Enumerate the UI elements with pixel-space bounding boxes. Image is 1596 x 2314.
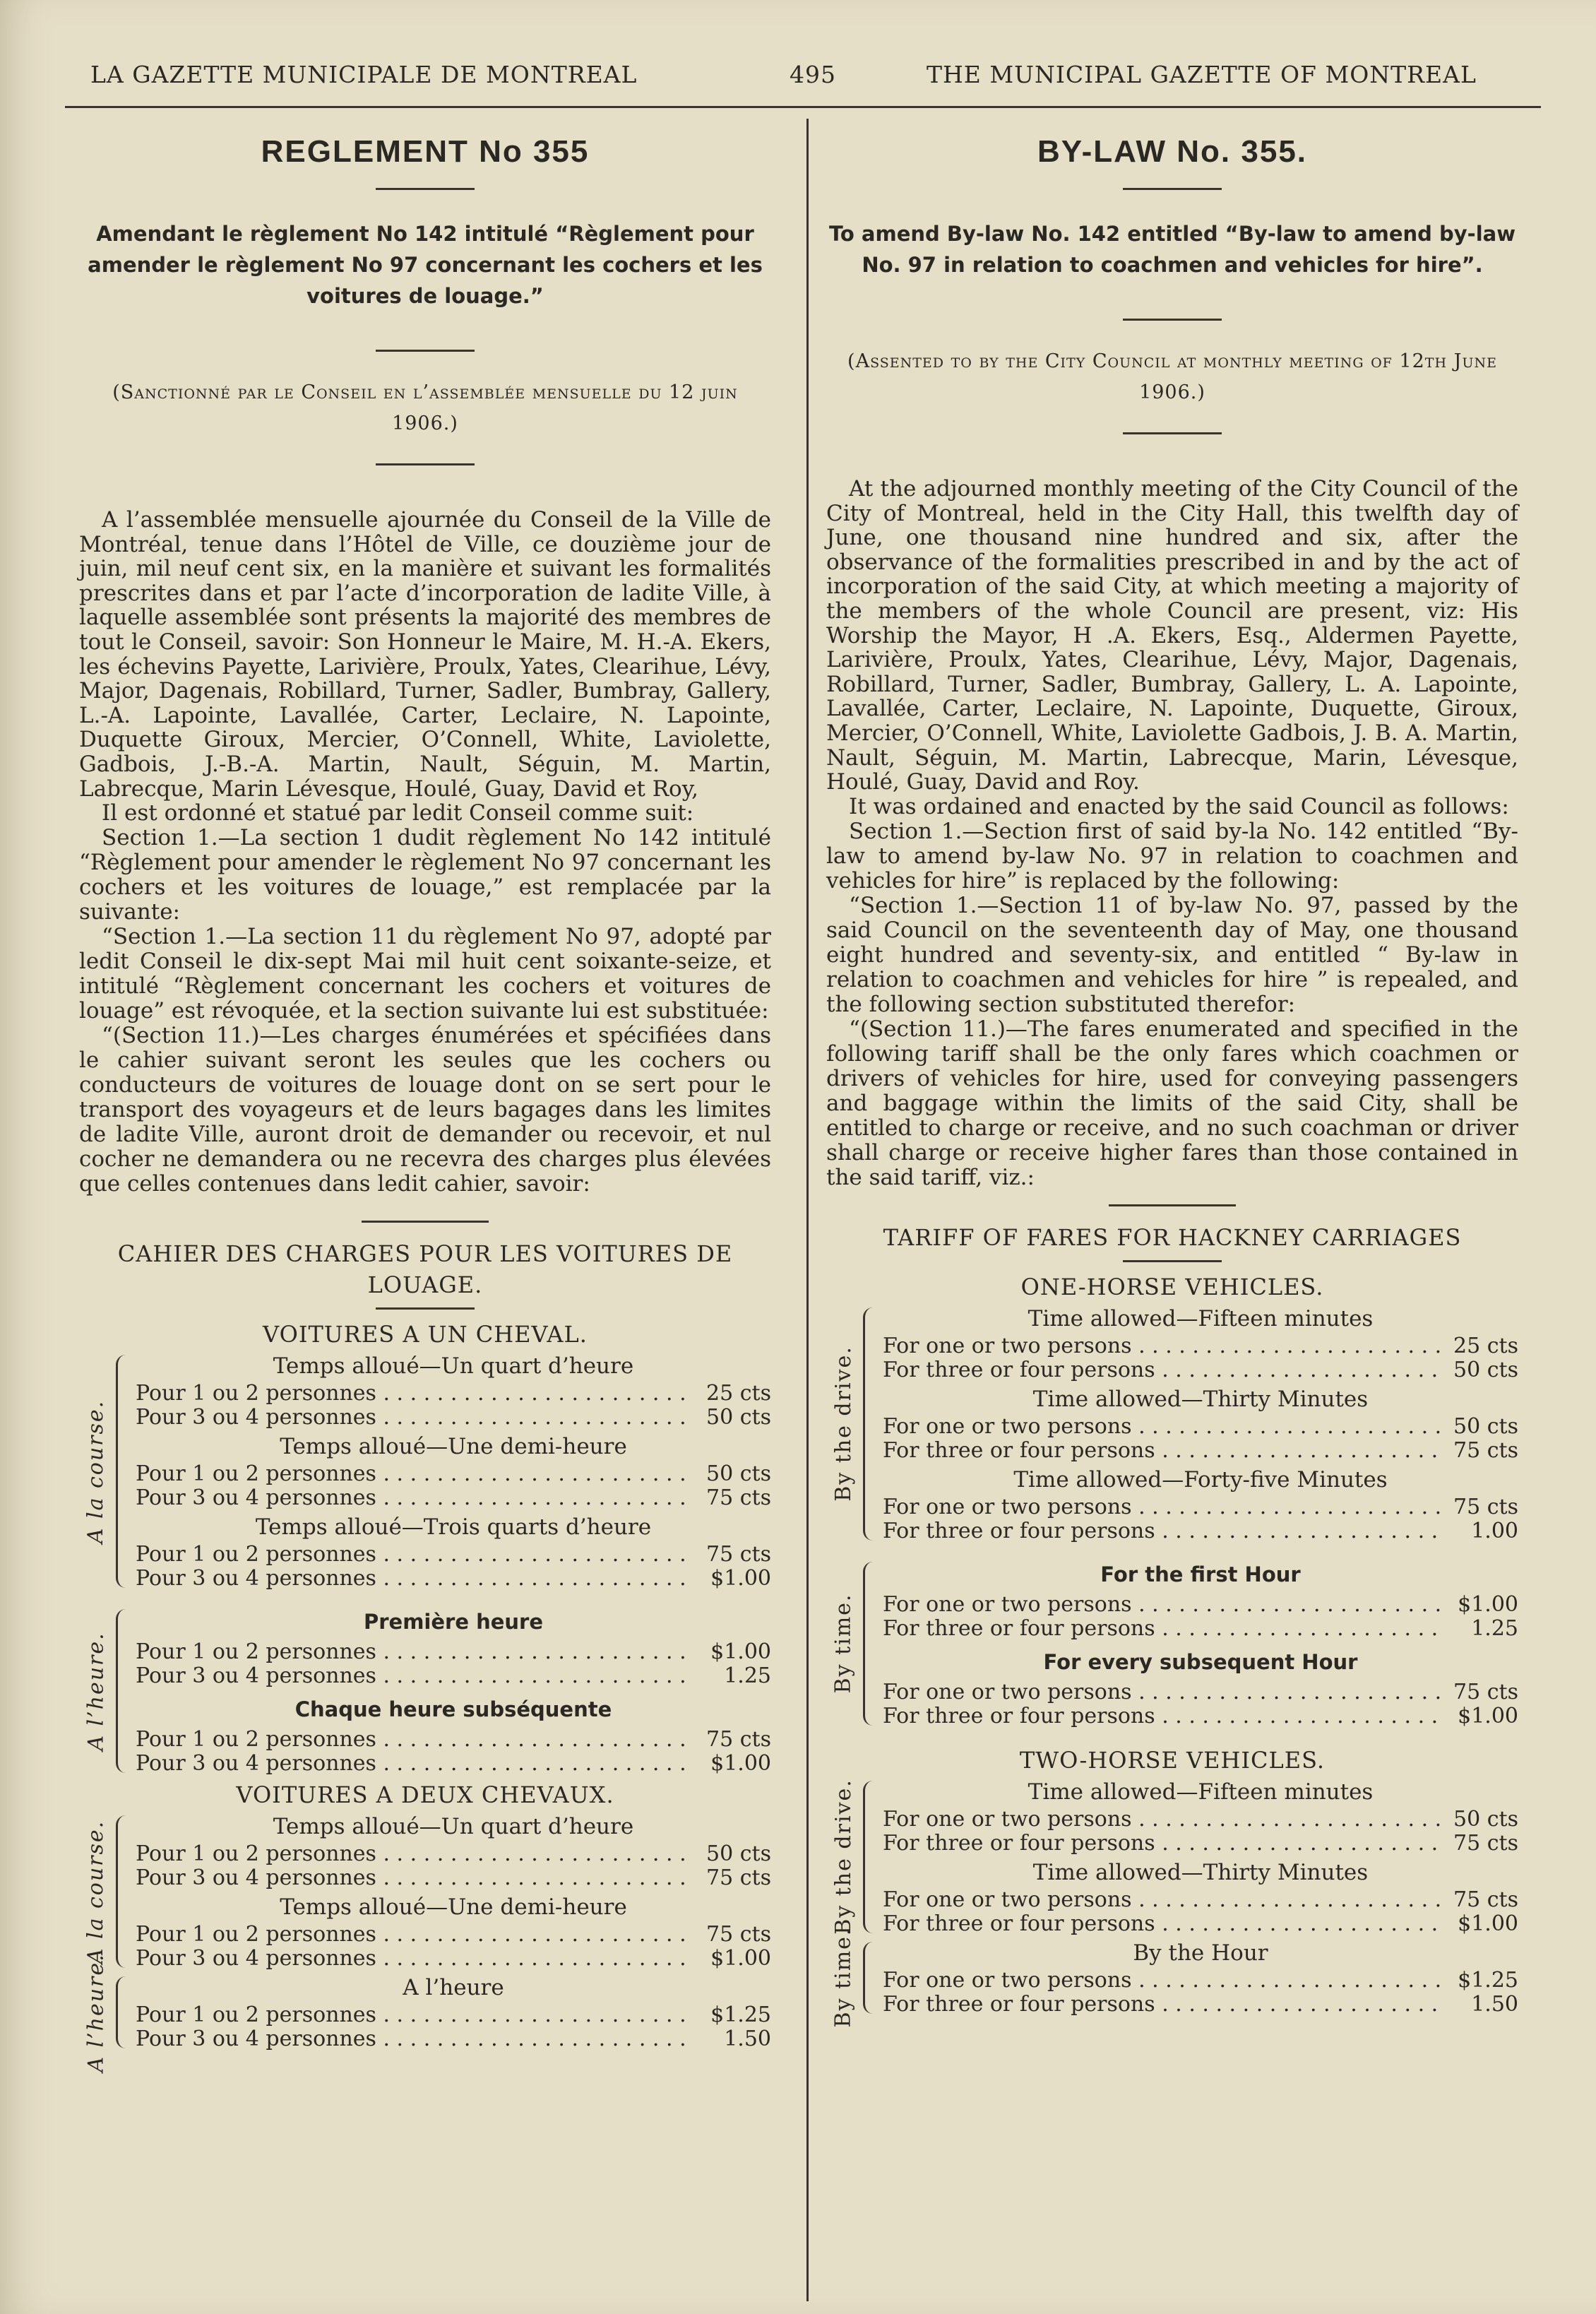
french-course-label: A la course. <box>83 1399 109 1543</box>
column-divider <box>806 119 809 2301</box>
fare-row: For three or four persons . . . 75 cts <box>883 1439 1518 1463</box>
french-course-block <box>79 1352 771 1591</box>
english-section-1: Section 1.—Section first of said by-la No. 142 entitled “By-law to amend by-law No. 97 in relation to coachmen and vehicles for hire” is replaced by the following: <box>826 818 1518 894</box>
english-time-block-2 <box>826 1927 1518 2028</box>
running-head-french: LA GAZETTE MUNICIPALE DE MONTREAL <box>90 61 638 88</box>
english-tariff-title: TARIFF OF FARES FOR HACKNEY CARRIAGES <box>883 1223 1462 1251</box>
fare-row: Pour 3 ou 4 personnes . . . 50 cts <box>136 1406 771 1430</box>
fare-row: Pour 3 ou 4 personnes . . . 75 cts <box>136 1486 771 1510</box>
fare-row: For three or four persons . . . 1.25 <box>883 1617 1518 1641</box>
english-title: BY-LAW No. 355. <box>1037 134 1308 169</box>
french-column <box>79 134 771 2072</box>
fare-row: For three or four persons . . . $1.00 <box>883 1704 1518 1728</box>
page-number: 495 <box>790 61 836 88</box>
french-preamble: A l’assemblée mensuelle ajournée du Conseil de la Ville de Montréal, tenue dans l’Hôtel de Ville, ce douzième jour de juin, mil neuf cent six, en la manière et suivant les formalités prescrites dans et par l’acte d’incorporation de ladite Ville, à laquelle assemblée sont présents la majorité des membres de tout le Conseil, savoir: Son Honneur le Maire, M. H.-A. Ekers, les échevins Payette, Larivière, Proulx, Yates, Clearihue, Lévy, Major, Dagenais, Robillard, Turner, Sadler, Bumbray, Gallery, L.-A. Lapointe, Lavallée, Carter, Leclaire, N. Lapointe, Duquette Giroux, Mercier, O’Connell, White, Laviolette, Gadbois, J.-B.-A. Martin, Nault, Séguin, M. Martin, Labrecque, Marin Lévesque, Houlé, Guay, David et Roy, <box>79 507 771 802</box>
fare-row: For one or two persons . . . 25 cts <box>883 1334 1518 1358</box>
english-subtitle: To amend By-law No. 142 entitled “By-law to amend by-law No. 97 in relation to coachmen and vehicles for hire”. <box>828 222 1516 277</box>
fare-row: Pour 3 ou 4 personnes . . . 1.25 <box>136 1664 771 1688</box>
english-drive-label-2: By the drive. <box>830 1779 856 1935</box>
title-rule <box>376 188 475 190</box>
english-section-11: “(Section 11.)—The fares enumerated and specified in the following tariff shall be the only fares which coachmen or drivers of vehicles for hire, used for conveying passengers and baggage within the limits of the said City, shall be entitled to charge or receive, and no such coachman or driver shall charge or receive higher fares than those contained in the said tariff, viz.: <box>826 1016 1518 1190</box>
fare-row: Pour 3 ou 4 personnes . . . $1.00 <box>136 1752 771 1776</box>
sanction-rule <box>1123 432 1222 434</box>
english-preamble: At the adjourned monthly meeting of the City Council of the City of Montreal, held in the City Hall, this twelfth day of June, one thousand nine hundred and six, after the observance of the formalities prescribed in and by the act of incorporation of the said City, at which meeting a majority of the members of the whole Council are present, viz: His Worship the Mayor, H .A. Ekers, Esq., Aldermen Payette, Larivière, Proulx, Yates, Clearihue, Lévy, Major, Dagenais, Robillard, Turner, Sadler, Bumbray, Gallery, L. A. Lapointe, Lavallée, Carter, Leclaire, N. Lapointe, Duquette, Giroux, Mercier, O’Connell, White, Laviolette Gadbois, J. B. A. Martin, Nault, Séguin, M. Martin, Labrecque, Marin, Lévesque, Houlé, Guay, David and Roy. <box>826 476 1518 795</box>
french-hour-label-2: A l’heure. <box>83 1952 109 2072</box>
english-drive-label: By the drive. <box>830 1346 856 1502</box>
english-fifteen-minutes-2: Time allowed—Fifteen minutes <box>1028 1779 1374 1805</box>
english-thirty-minutes-2: Time allowed—Thirty Minutes <box>1032 1859 1369 1885</box>
english-fifteen-minutes: Time allowed—Fifteen minutes <box>1028 1305 1374 1331</box>
fare-row: Pour 1 ou 2 personnes . . . 25 cts <box>136 1382 771 1406</box>
french-subsequent-hour: Chaque heure subséquente <box>294 1697 612 1722</box>
english-time-label-2: By time. <box>830 1927 856 2028</box>
english-subsequent-hour: For every subsequent Hour <box>1043 1649 1358 1674</box>
tariff-title-rule <box>376 1307 475 1310</box>
fare-row: For one or two persons . . . $1.00 <box>883 1593 1518 1617</box>
running-head-english: THE MUNICIPAL GAZETTE OF MONTREAL <box>927 61 1477 88</box>
header-rule <box>65 106 1541 108</box>
fare-row: Pour 1 ou 2 personnes . . . 75 cts <box>136 1728 771 1752</box>
sanction-rule <box>376 463 475 465</box>
tariff-rule <box>362 1221 489 1223</box>
french-one-horse-heading: VOITURES A UN CHEVAL. <box>263 1321 588 1348</box>
french-title: REGLEMENT No 355 <box>261 134 590 169</box>
fare-row: Pour 3 ou 4 personnes . . . 1.50 <box>136 2027 771 2051</box>
fare-row: For three or four persons . . . 75 cts <box>883 1832 1518 1856</box>
french-ordained: Il est ordonné et statué par ledit Conseil comme suit: <box>102 800 694 826</box>
fare-row: For three or four persons . . . 1.50 <box>883 1993 1518 2017</box>
english-ordained: It was ordained and enacted by the said Council as follows: <box>849 793 1509 819</box>
fare-row: For one or two persons . . . 50 cts <box>883 1808 1518 1832</box>
french-by-hour: A l’heure <box>403 1975 504 2001</box>
french-half-hour: Temps alloué—Une demi-heure <box>280 1434 627 1460</box>
french-quarter-hour: Temps alloué—Un quart d’heure <box>273 1353 634 1380</box>
french-section-11: “(Section 11.)—Les charges énumérées et spécifiées dans le cahier suivant seront les seules que les cochers ou conducteurs de voitures de louage dont on se sert pour le transport des voyageurs et de leurs bagages dans les limites de ladite Ville, auront droit de demander ou recevoir, et nul cocher ne demandera ou ne recevra des charges plus élevées que celles contenues dans ledit cahier, savoir: <box>79 1023 771 1197</box>
english-two-horse-heading: TWO-HORSE VEHICLES. <box>1019 1746 1326 1774</box>
french-subtitle: Amendant le règlement No 142 intitulé “Règlement pour amender le règlement No 97 concernant les cochers et les voitures de louage.” <box>88 222 763 308</box>
english-section-1-quote: “Section 1.—Section 11 of by-law No. 97, passed by the said Council on the seventeenth day of May, one thousand eight hundred and seventy-six, and entitled “ By-law in relation to coachmen and vehicles for hire ” is repealed, and the following section substituted therefor: <box>826 892 1518 1017</box>
fare-row: For three or four persons . . . $1.00 <box>883 1912 1518 1936</box>
english-column <box>826 134 1518 2028</box>
french-course-block-2 <box>79 1812 771 1971</box>
english-drive-block <box>826 1305 1518 1543</box>
fare-row: Pour 1 ou 2 personnes . . . 50 cts <box>136 1462 771 1486</box>
subtitle-rule <box>376 350 475 352</box>
english-drive-block-2 <box>826 1778 1518 1936</box>
french-half-hour-2: Temps alloué—Une demi-heure <box>280 1894 627 1921</box>
fare-row: Pour 1 ou 2 personnes . . . $1.00 <box>136 1640 771 1664</box>
fare-row: Pour 1 ou 2 personnes . . . 75 cts <box>136 1923 771 1947</box>
fare-row: For three or four persons . . . 1.00 <box>883 1519 1518 1543</box>
fare-row: Pour 3 ou 4 personnes . . . $1.00 <box>136 1567 771 1591</box>
english-thirty-minutes: Time allowed—Thirty Minutes <box>1032 1386 1369 1412</box>
english-sanction: (Assented to by the City Council at monthly meeting of 12th June 1906.) <box>847 350 1497 403</box>
french-two-horse-heading: VOITURES A DEUX CHEVAUX. <box>236 1781 614 1809</box>
tariff-rule <box>1109 1204 1236 1206</box>
english-one-horse-heading: ONE-HORSE VEHICLES. <box>1020 1273 1324 1300</box>
fare-row: Pour 3 ou 4 personnes . . . $1.00 <box>136 1947 771 1971</box>
english-time-block <box>826 1559 1518 1728</box>
fare-row: For one or two persons . . . 75 cts <box>883 1888 1518 1912</box>
french-course-label-2: A la course. <box>83 1820 109 1964</box>
french-sanction: (Sanctionné par le Conseil en l’assemblée mensuelle du 12 juin 1906.) <box>112 381 738 434</box>
fare-row: Pour 1 ou 2 personnes . . . 75 cts <box>136 1543 771 1567</box>
fare-row: For one or two persons . . . $1.25 <box>883 1969 1518 1993</box>
tariff-title-rule <box>1123 1260 1222 1262</box>
fare-row: Pour 3 ou 4 personnes . . . 75 cts <box>136 1866 771 1890</box>
subtitle-rule <box>1123 319 1222 321</box>
french-quarter-hour-2: Temps alloué—Un quart d’heure <box>273 1814 634 1840</box>
fare-row: For three or four persons . . . 50 cts <box>883 1358 1518 1382</box>
french-section-1-quote: “Section 1.—La section 11 du règlement No 97, adopté par ledit Conseil le dix-sept Mai mil huit cent soixante-seize, et intitulé “Règlement concernant les cochers et voitures de louage” est révoquée, et la section suivante lui est substituée: <box>79 924 771 1024</box>
french-hour-label: A l’heure. <box>83 1631 109 1751</box>
fare-row: For one or two persons . . . 75 cts <box>883 1495 1518 1519</box>
fare-row: Pour 1 ou 2 personnes . . . $1.25 <box>136 2003 771 2027</box>
english-by-hour: By the Hour <box>1133 1940 1268 1966</box>
french-first-hour: Première heure <box>363 1610 544 1634</box>
english-forty-five-minutes: Time allowed—Forty-five Minutes <box>1013 1466 1388 1493</box>
french-section-1: Section 1.—La section 1 dudit règlement No 142 intitulé “Règlement pour amender le règlement No 97 concernant les cochers et les voitures de louage,” est remplacée par la suivante: <box>79 825 771 925</box>
french-tariff-title: CAHIER DES CHARGES POUR LES VOITURES DE LOUAGE. <box>117 1240 733 1299</box>
fare-row: For one or two persons . . . 50 cts <box>883 1415 1518 1439</box>
fare-row: For one or two persons . . . 75 cts <box>883 1680 1518 1704</box>
french-hour-block <box>79 1606 771 1776</box>
fare-row: Pour 1 ou 2 personnes . . . 50 cts <box>136 1842 771 1866</box>
english-first-hour: For the first Hour <box>1100 1562 1301 1586</box>
french-three-quarter-hour: Temps alloué—Trois quarts d’heure <box>255 1514 652 1541</box>
title-rule <box>1123 188 1222 190</box>
english-time-label: By time. <box>830 1593 856 1694</box>
